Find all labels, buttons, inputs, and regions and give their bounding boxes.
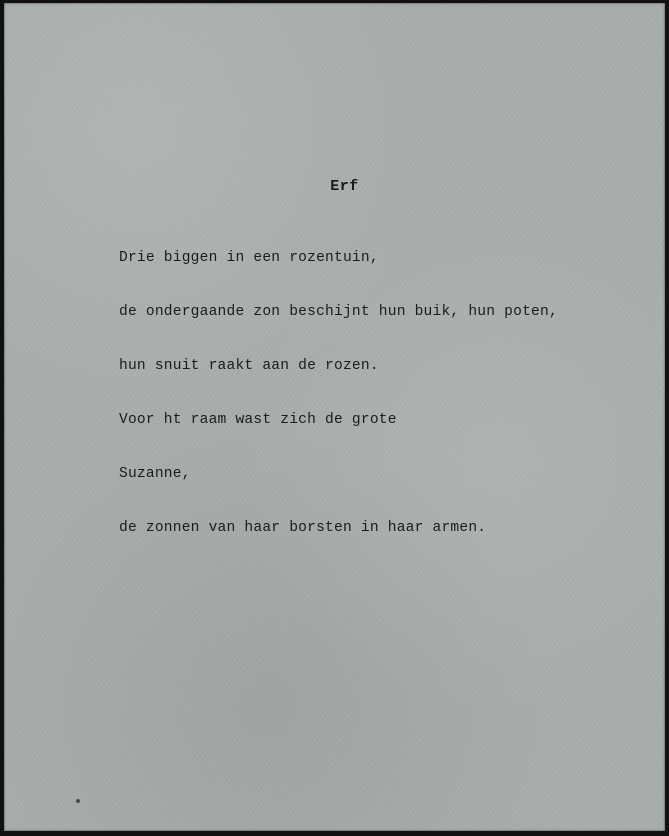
paper-speck (76, 799, 80, 803)
poem-title: Erf (330, 178, 359, 195)
poem-line: de zonnen van haar borsten in haar armen. (119, 520, 487, 536)
poem-line: Drie biggen in een rozentuin, (119, 250, 379, 266)
poem-line: Suzanne, (119, 466, 191, 482)
poem-line: hun snuit raakt aan de rozen. (119, 358, 379, 374)
poem-body (119, 213, 558, 573)
typewritten-page (4, 3, 665, 831)
poem-line: de ondergaande zon beschijnt hun buik, hun poten, (119, 304, 558, 320)
poem-line: Voor ht raam wast zich de grote (119, 412, 397, 428)
